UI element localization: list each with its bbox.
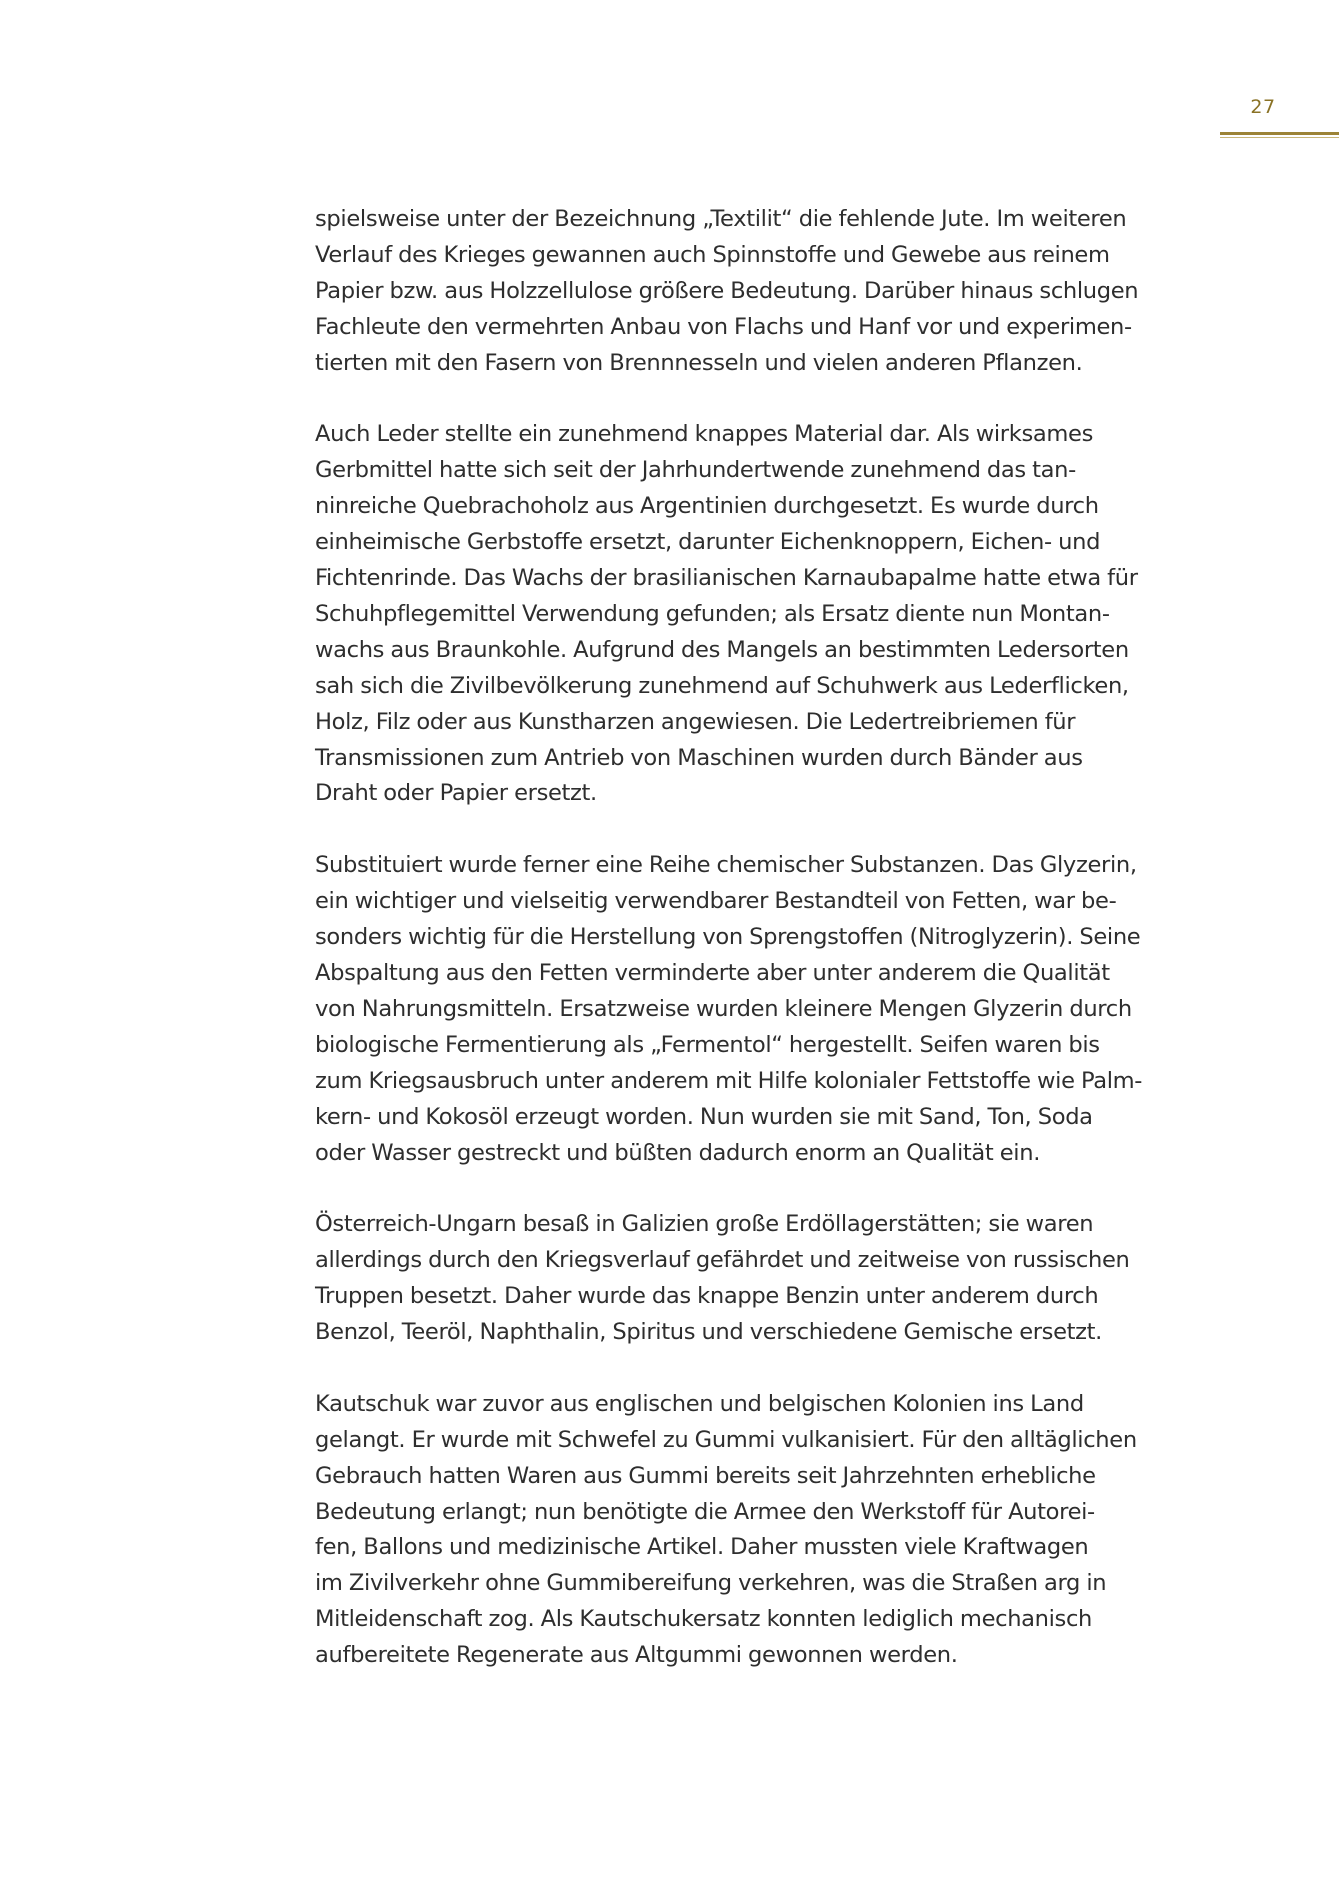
text-line: einheimische Gerbstoffe ersetzt, darunter Eichenknoppern, Eichen- und (315, 529, 1101, 556)
text-line: ninreiche Quebrachoholz aus Argentinien durchgesetzt. Es wurde durch (315, 493, 1099, 520)
paragraph-1 (315, 202, 1195, 382)
text-line: oder Wasser gestreckt und büßten dadurch enorm an Qualität ein. (315, 1139, 1041, 1166)
text-line: gelangt. Er wurde mit Schwefel zu Gummi vulkanisiert. Für den alltäglichen (315, 1426, 1137, 1453)
text-line: Truppen besetzt. Daher wurde das knappe Benzin unter anderem durch (315, 1283, 1099, 1310)
text-line: tierten mit den Fasern von Brennnesseln und vielen anderen Pflanzen. (315, 349, 1083, 376)
text-line: Transmissionen zum Antrieb von Maschinen wurden durch Bänder aus (315, 744, 1083, 771)
text-line: Österreich-Ungarn besaß in Galizien große Erdöllagerstätten; sie waren (315, 1211, 1094, 1238)
text-line: Fichtenrinde. Das Wachs der brasilianischen Karnaubapalme hatte etwa für (315, 565, 1138, 592)
text-line: biologische Fermentierung als „Fermentol“ hergestellt. Seifen waren bis (315, 1031, 1100, 1058)
text-line: spielsweise unter der Bezeichnung „Textilit“ die fehlende Jute. Im weiteren (315, 206, 1127, 232)
text-line: wachs aus Braunkohle. Aufgrund des Mangels an bestimmten Ledersorten (315, 636, 1129, 663)
text-line: zum Kriegsausbruch unter anderem mit Hilfe kolonialer Fettstoffe wie Palm- (315, 1067, 1143, 1094)
text-line: Substituiert wurde ferner eine Reihe chemischer Substanzen. Das Glyzerin, (315, 852, 1137, 879)
text-line: Auch Leder stellte ein zunehmend knappes Material dar. Als wirksames (315, 421, 1094, 448)
text-line: Benzol, Teeröl, Naphthalin, Spiritus und verschiedene Gemische ersetzt. (315, 1319, 1103, 1346)
text-line: Schuhpflegemittel Verwendung gefunden; als Ersatz diente nun Montan- (315, 600, 1110, 627)
text-line: ein wichtiger und vielseitig verwendbarer Bestandteil von Fetten, war be- (315, 888, 1117, 915)
text-line: sah sich die Zivilbevölkerung zunehmend auf Schuhwerk aus Lederflicken, (315, 672, 1129, 699)
text-line: allerdings durch den Kriegsverlauf gefährdet und zeitweise von russischen (315, 1247, 1130, 1274)
text-line: sonders wichtig für die Herstellung von Sprengstoffen (Nitroglyzerin). Seine (315, 924, 1141, 951)
text-line: Bedeutung erlangt; nun benötigte die Armee den Werkstoff für Autorei- (315, 1498, 1095, 1525)
page-number: 27 (1250, 96, 1276, 118)
text-line: Mitleidenschaft zog. Als Kautschukersatz konnten lediglich mechanisch (315, 1606, 1093, 1633)
paragraph-3 (315, 848, 1195, 1171)
text-line: aufbereitete Regenerate aus Altgummi gewonnen werden. (315, 1642, 958, 1669)
text-line: kern- und Kokosöl erzeugt worden. Nun wurden sie mit Sand, Ton, Soda (315, 1103, 1093, 1130)
text-line: Verlauf des Krieges gewannen auch Spinnstoffe und Gewebe aus reinem (315, 241, 1110, 268)
header-rule-thin (1220, 137, 1339, 138)
text-line: Papier bzw. aus Holzzellulose größere Bedeutung. Darüber hinaus schlugen (315, 277, 1139, 304)
text-line: Gebrauch hatten Waren aus Gummi bereits seit Jahrzehnten erhebliche (315, 1462, 1096, 1489)
paragraph-2 (315, 417, 1195, 812)
text-line: Holz, Filz oder aus Kunstharzen angewiesen. Die Ledertreibriemen für (315, 708, 1076, 735)
paragraph-4 (315, 1207, 1195, 1351)
text-line: Draht oder Papier ersetzt. (315, 780, 597, 807)
header-rule (1220, 132, 1339, 135)
paragraph-5 (315, 1387, 1195, 1674)
text-line: von Nahrungsmitteln. Ersatzweise wurden kleinere Mengen Glyzerin durch (315, 995, 1132, 1022)
text-line: Kautschuk war zuvor aus englischen und belgischen Kolonien ins Land (315, 1390, 1084, 1417)
text-line: Fachleute den vermehrten Anbau von Flachs und Hanf vor und experimen- (315, 313, 1132, 340)
text-line: fen, Ballons und medizinische Artikel. Daher mussten viele Kraftwagen (315, 1534, 1089, 1561)
text-line: im Zivilverkehr ohne Gummibereifung verkehren, was die Straßen arg in (315, 1570, 1107, 1597)
text-line: Abspaltung aus den Fetten verminderte aber unter anderem die Qualität (315, 960, 1110, 986)
body-text (315, 202, 1195, 1710)
text-line: Gerbmittel hatte sich seit der Jahrhundertwende zunehmend das tan- (315, 457, 1076, 484)
